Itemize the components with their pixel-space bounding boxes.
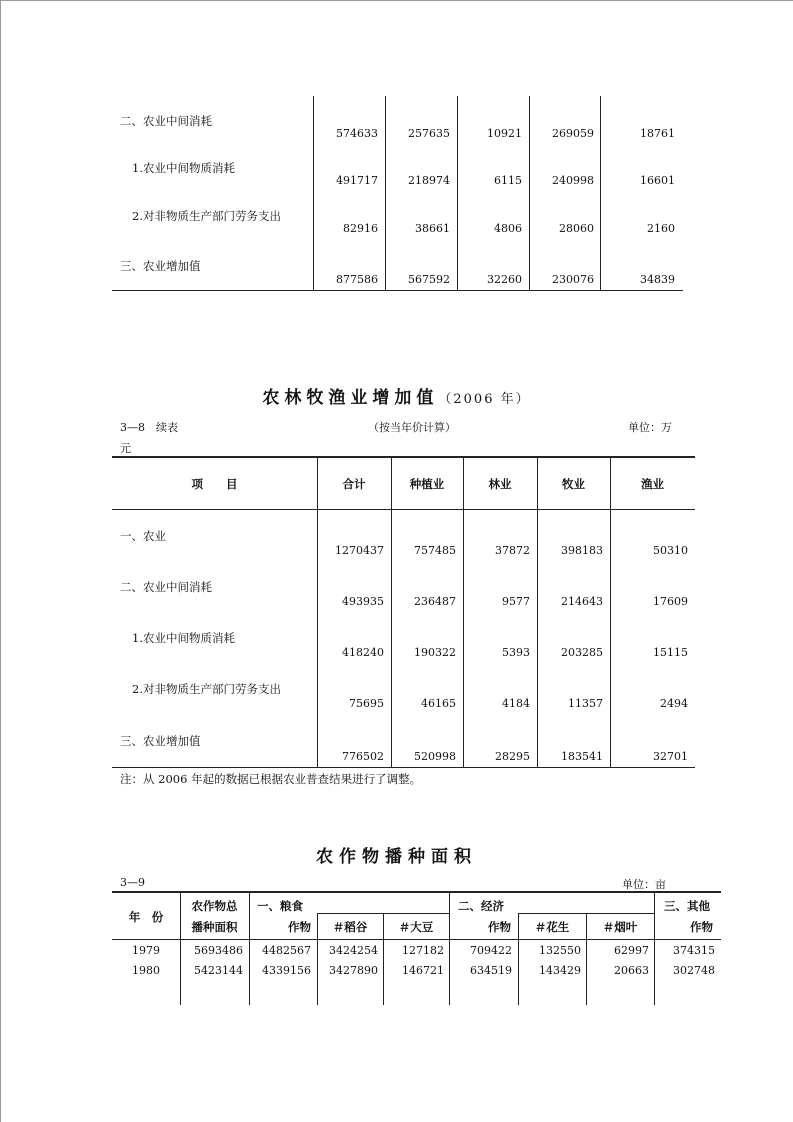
table-cell: 3424254 [329, 944, 378, 957]
col-divider [610, 456, 611, 768]
header-rule [112, 939, 721, 940]
row-label: 三、农业增加值 [120, 734, 201, 748]
table-cell: 4806 [494, 222, 522, 235]
table-cell: 9577 [502, 595, 530, 608]
table-cell: 634519 [470, 964, 512, 977]
table-cell: 16601 [640, 174, 675, 187]
row-label: 三、农业增加值 [120, 259, 201, 273]
table-cell: 28295 [495, 750, 530, 763]
row-label: 一、农业 [120, 529, 166, 543]
table-cell: 6115 [494, 174, 522, 187]
table-cell: 230076 [552, 273, 594, 286]
col-divider [654, 891, 655, 1005]
header-total-line1: 农作物总 [191, 899, 238, 913]
table-cell: 203285 [561, 646, 603, 659]
row-label: 二、农业中间消耗 [120, 114, 212, 128]
table-cell: 32260 [487, 273, 522, 286]
row-label: 1.农业中间物质消耗 [132, 161, 235, 175]
page-border-left [0, 0, 1, 1122]
table-cell: 4482567 [262, 944, 311, 957]
table-cell: 5393 [502, 646, 530, 659]
table-title [0, 383, 793, 408]
table-cell: 190322 [414, 646, 456, 659]
table-cell: 28060 [559, 222, 594, 235]
col-divider [317, 456, 318, 768]
unit-label-wrap: 元 [120, 442, 131, 455]
table-cell: 257635 [408, 127, 450, 140]
header-total-line2: 播种面积 [191, 920, 238, 934]
table-cell: 143429 [539, 964, 581, 977]
col-divider [463, 456, 464, 768]
col-divider [385, 96, 386, 290]
col-divider [457, 96, 458, 290]
header-crops: 种植业 [409, 477, 445, 491]
table-cell: 567592 [408, 273, 450, 286]
table-number: 3—8 续表 [120, 421, 178, 434]
table-top-rule [112, 456, 695, 458]
table-number: 3—9 [120, 876, 145, 889]
table-cell: 2494 [660, 697, 688, 710]
page-border-top [0, 0, 793, 1]
table-cell: 37872 [495, 544, 530, 557]
table-cell: 2160 [647, 222, 675, 235]
table-cell: 5423144 [194, 964, 243, 977]
header-econ-line2: 作物 [488, 920, 511, 934]
col-divider [249, 891, 250, 1005]
row-label: 2.对非物质生产部门劳务支出 [132, 682, 281, 696]
header-grain-line2: 作物 [288, 920, 311, 934]
header-peanut: ＃花生 [534, 920, 570, 934]
row-label: 1.农业中间物质消耗 [132, 631, 235, 645]
row-label: 二、农业中间消耗 [120, 580, 212, 594]
unit-label: 单位：亩 [622, 878, 666, 891]
header-other-line1: 三、其他 [664, 899, 710, 913]
table-cell: 269059 [552, 127, 594, 140]
table-cell: 62997 [614, 944, 649, 957]
table-cell: 4339156 [262, 964, 311, 977]
header-year: 年 份 [128, 910, 164, 924]
table-cell: 493935 [342, 595, 384, 608]
table-cell: 240998 [552, 174, 594, 187]
table-cell: 38661 [415, 222, 450, 235]
unit-label: 单位：万 [628, 421, 672, 434]
table-cell: 236487 [414, 595, 456, 608]
table-cell: 302748 [673, 964, 715, 977]
table-cell: 75695 [349, 697, 384, 710]
table-cell: 776502 [342, 750, 384, 763]
col-divider [600, 96, 601, 290]
table-cell: 218974 [408, 174, 450, 187]
header-total: 合计 [342, 477, 366, 491]
table-cell: 520998 [414, 750, 456, 763]
table-cell: 132550 [539, 944, 581, 957]
table-cell: 50310 [653, 544, 688, 557]
table-cell: 32701 [653, 750, 688, 763]
table-cell: 3427890 [329, 964, 378, 977]
table-cell: 15115 [653, 646, 688, 659]
col-divider [537, 456, 538, 768]
table-cell: 5693486 [194, 944, 243, 957]
table-cell: 1270437 [335, 544, 384, 557]
table-cell: 398183 [561, 544, 603, 557]
table-cell: 374315 [673, 944, 715, 957]
col-divider [313, 96, 314, 290]
table-bottom-rule [112, 290, 683, 291]
table-cell: 11357 [568, 697, 603, 710]
table-cell: 82916 [343, 222, 378, 235]
header-other-line2: 作物 [690, 920, 713, 934]
table-cell: 46165 [421, 697, 456, 710]
table-top-rule [112, 891, 721, 893]
table-cell: 34839 [640, 273, 675, 286]
table-cell: 10921 [487, 127, 522, 140]
header-tobacco: ＃烟叶 [602, 920, 638, 934]
table-cell: 877586 [336, 273, 378, 286]
table-note: 注：从 2006 年起的数据已根据农业普查结果进行了调整。 [120, 772, 422, 786]
table-cell: 709422 [470, 944, 512, 957]
calc-note: （按当年价计算） [368, 421, 456, 434]
col-divider [529, 96, 530, 290]
table-cell: 214643 [561, 595, 603, 608]
table-cell: 491717 [336, 174, 378, 187]
header-fishery: 渔业 [641, 477, 664, 491]
table-cell: 183541 [561, 750, 603, 763]
table-cell: 574633 [336, 127, 378, 140]
row-year: 1980 [132, 964, 160, 977]
header-livestock: 牧业 [562, 477, 585, 491]
table-cell: 4184 [502, 697, 530, 710]
col-divider [391, 456, 392, 768]
table-cell: 18761 [640, 127, 675, 140]
header-grain-line1: 一、粮食 [257, 899, 303, 913]
table-title-year: （2006 年） [438, 392, 531, 407]
header-econ-line1: 二、经济 [458, 899, 504, 913]
header-item: 项 目 [191, 477, 238, 491]
row-label: 2.对非物质生产部门劳务支出 [132, 209, 281, 223]
row-year: 1979 [132, 944, 160, 957]
table-cell: 20663 [614, 964, 649, 977]
table-cell: 127182 [402, 944, 444, 957]
table-cell: 146721 [402, 964, 444, 977]
col-divider [449, 891, 450, 1005]
header-rule [112, 509, 695, 510]
table-title-text: 农林牧渔业增加值 [262, 388, 439, 408]
table-cell: 17609 [653, 595, 688, 608]
header-forestry: 林业 [488, 477, 512, 491]
table-cell: 418240 [342, 646, 384, 659]
table-cell: 757485 [414, 544, 456, 557]
table-title: 农作物播种面积 [316, 847, 477, 867]
header-rice: ＃稻谷 [332, 920, 368, 934]
header-soybean: ＃大豆 [398, 920, 434, 934]
table-bottom-rule [112, 767, 695, 768]
